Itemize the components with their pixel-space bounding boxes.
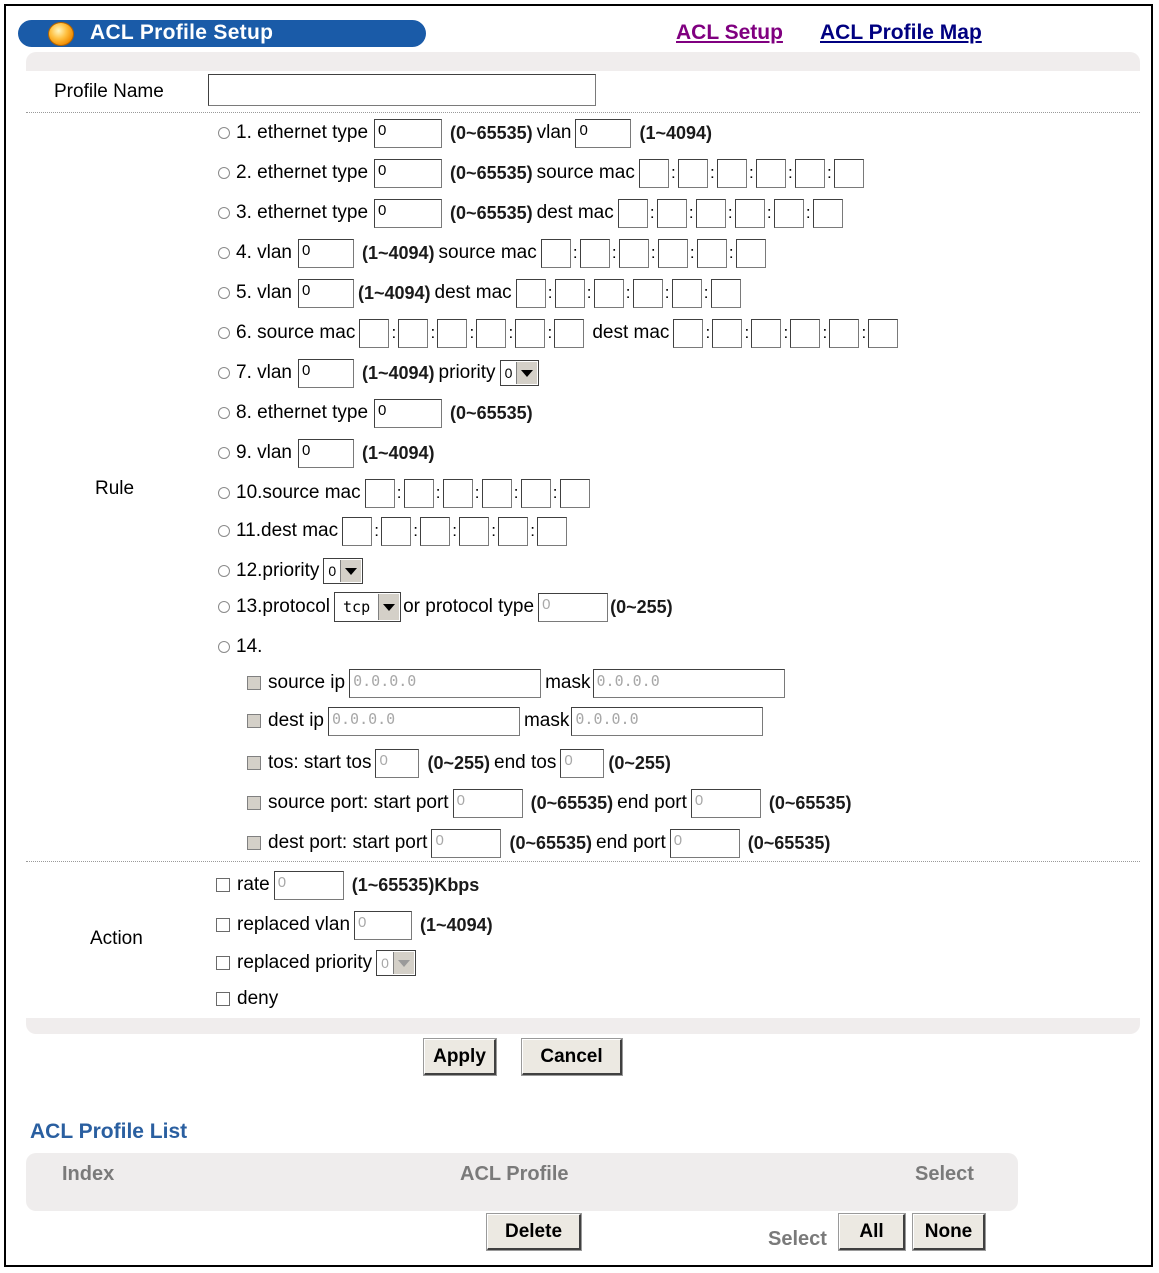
deny-label: deny [237,988,279,1009]
mac-octet-input[interactable] [697,239,727,268]
rule-6-dest-label: dest mac [592,322,670,343]
dest-ip-label: dest ip [268,710,324,731]
rule-3-row: 3. ethernet type 0 (0~65535) dest mac : : : : : [218,198,843,228]
dest-port-start-input[interactable]: 0 [431,829,501,858]
rule-1-vlan-label: vlan [536,122,572,143]
mac-octet-input[interactable] [404,479,434,508]
rule-8-row [218,398,537,428]
action-label: Action [90,928,143,949]
source-port-start-label: source port: start port [268,792,449,813]
rule-7-vlan-input[interactable]: 0 [298,359,354,388]
dest-port-start-range: (0~65535) [509,832,593,853]
dest-port-checkbox[interactable] [247,836,261,850]
acl-profile-list-title: ACL Profile List [30,1120,188,1143]
rule-8-label: 8. ethernet type [236,402,369,423]
select-value: tcp [343,598,371,616]
mac-octet-input[interactable] [633,279,663,308]
dest-ip-row [247,706,763,736]
chevron-down-icon[interactable] [516,362,537,384]
rule-2-radio[interactable] [218,167,230,179]
mac-octet-input[interactable] [790,319,820,348]
select-value: 0 [504,365,513,381]
rule-9-row [218,438,439,468]
rule-12-radio[interactable] [218,565,230,577]
mac-octet-input[interactable] [672,279,702,308]
column-acl-profile: ACL Profile [460,1163,569,1185]
rule-14-radio[interactable] [218,641,230,653]
mac-octet-input[interactable] [639,159,669,188]
tos-end-label: end tos [494,752,557,773]
replaced-priority-select[interactable] [376,950,416,976]
tos-start-range: (0~255) [427,752,491,773]
rule-4-label: 4. vlan [236,242,292,263]
rule-3-range: (0~65535) [450,202,533,223]
rule-13-type-label: or protocol type [403,596,535,617]
tos-checkbox[interactable] [247,756,261,770]
rule-2-ethertype-input[interactable]: 0 [374,159,442,188]
rule-13-radio[interactable] [218,601,230,613]
mac-octet-input[interactable] [594,279,624,308]
rule-12-label: 12.priority [236,560,320,581]
rule-13-row [218,592,677,622]
dest-port-start-label: dest port: start port [268,832,428,853]
select-label: Select [768,1228,827,1250]
chevron-down-icon[interactable] [393,952,414,974]
replaced-priority-checkbox[interactable] [216,956,230,970]
acl-setup-link[interactable]: ACL Setup [676,21,783,44]
rule-2-label: 2. ethernet type [236,162,369,183]
mac-octet-input[interactable] [521,479,551,508]
mac-octet-input[interactable] [717,159,747,188]
mac-octet-input[interactable] [381,517,411,546]
select-value: 0 [328,563,337,579]
mac-octet-input[interactable] [795,159,825,188]
replaced-vlan-input[interactable]: 0 [354,911,412,940]
dest-mask-label: mask [523,710,570,731]
action-rate-row [216,870,483,900]
mac-octet-input[interactable] [516,279,546,308]
mac-octet-input[interactable] [498,517,528,546]
mac-octet-input[interactable] [736,239,766,268]
rule-1-range: (0~65535) [450,122,533,143]
tos-start-label: tos: start tos [268,752,372,773]
rule-1-row [218,118,716,148]
source-ip-row [247,668,785,698]
rule-13-protocol-select[interactable] [334,592,401,622]
mac-octet-input[interactable] [735,199,765,228]
replaced-vlan-checkbox[interactable] [216,918,230,932]
rule-6-row: 6. source mac : : : : : dest mac : : : : : [218,318,898,348]
rule-1-radio[interactable] [218,127,230,139]
rule-7-radio[interactable] [218,367,230,379]
mac-octet-input[interactable] [673,319,703,348]
rule-2-range: (0~65535) [450,162,533,183]
rule-3-ethertype-input[interactable]: 0 [374,199,442,228]
rule-8-ethertype-input[interactable]: 0 [374,399,442,428]
mac-octet-input[interactable] [751,319,781,348]
source-ip-checkbox[interactable] [247,676,261,690]
rule-6-radio[interactable] [218,327,230,339]
apply-button[interactable]: Apply [424,1039,496,1075]
rule-11-row: 11.dest mac : : : : : [218,516,567,546]
rule-10-radio[interactable] [218,487,230,499]
mac-octet-input[interactable] [365,479,395,508]
rule-8-range: (0~65535) [450,402,533,423]
chevron-down-icon[interactable] [340,560,361,582]
rule-8-radio[interactable] [218,407,230,419]
mac-octet-input[interactable] [515,319,545,348]
source-port-start-range: (0~65535) [530,792,614,813]
mac-octet-input[interactable] [774,199,804,228]
source-port-checkbox[interactable] [247,796,261,810]
rule-12-row [218,556,363,586]
rule-label: Rule [95,478,135,499]
deny-checkbox[interactable] [216,992,230,1006]
rate-checkbox[interactable] [216,878,230,892]
rule-5-label: 5. vlan [236,282,292,303]
mac-octet-input[interactable] [657,199,687,228]
rule-10-row: 10.source mac : : : : : [218,478,590,508]
rule-4-vlan-input[interactable]: 0 [298,239,354,268]
rule-10-label: 10.source mac [236,482,361,503]
rule-6-label: 6. source mac [236,322,356,343]
source-port-end-input[interactable]: 0 [691,789,761,818]
dest-port-end-label: end port [596,832,666,853]
mac-octet-input[interactable] [696,199,726,228]
acl-profile-map-link[interactable]: ACL Profile Map [820,21,982,44]
mac-octet-input[interactable] [443,479,473,508]
mac-octet-input[interactable] [618,199,648,228]
select-value: 0 [381,955,389,971]
rule-7-priority-label: priority [438,362,496,383]
action-deny-row [216,984,278,1014]
source-port-end-range: (0~65535) [768,792,852,813]
mac-octet-input[interactable] [459,517,489,546]
rule-7-label: 7. vlan [236,362,292,383]
rate-label: rate [237,874,270,895]
dest-port-end-range: (0~65535) [747,832,831,853]
mac-octet-input[interactable] [398,319,428,348]
rule-12-priority-select[interactable] [323,558,363,584]
profile-name-input[interactable] [208,74,596,106]
separator [26,861,1140,862]
rule-7-range: (1~4094) [361,362,435,383]
tos-end-range: (0~255) [608,752,671,773]
rule-5-mac-label: dest mac [434,282,512,303]
dest-port-end-input[interactable]: 0 [670,829,740,858]
column-select: Select [915,1163,974,1185]
dest-ip-input[interactable]: 0.0.0.0 [328,707,520,736]
rule-13-protocol-type-input[interactable]: 0 [538,593,608,622]
mac-octet-input[interactable] [541,239,571,268]
rule-7-priority-select[interactable] [500,360,540,386]
mac-octet-input[interactable] [658,239,688,268]
mac-octet-input[interactable] [555,279,585,308]
source-port-start-input[interactable]: 0 [453,789,523,818]
rule-1-label: 1. ethernet type [236,122,369,143]
mac-octet-input[interactable] [560,479,590,508]
source-port-row [247,788,855,818]
rule-3-mac-label: dest mac [536,202,614,223]
rule-9-vlan-input[interactable]: 0 [298,439,354,468]
mac-octet-input[interactable] [420,517,450,546]
rule-13-label: 13.protocol [236,596,331,617]
select-all-button[interactable]: All [839,1214,905,1250]
mac-octet-input[interactable] [342,517,372,546]
action-replaced-vlan-row [216,910,497,940]
separator [26,112,1140,113]
mac-octet-input[interactable] [537,517,567,546]
dest-mask-input[interactable]: 0.0.0.0 [571,707,763,736]
rule-1-vlan-input[interactable]: 0 [575,119,631,148]
profile-name-label: Profile Name [54,81,164,102]
rule-11-label: 11.dest mac [236,520,339,541]
mac-octet-input[interactable] [359,319,389,348]
rule-4-range: (1~4094) [361,242,435,263]
mac-octet-input[interactable] [829,319,859,348]
mac-octet-input[interactable] [476,319,506,348]
source-port-end-label: end port [617,792,687,813]
rule-7-row [218,358,539,388]
rule-4-radio[interactable] [218,247,230,259]
source-mask-label: mask [545,672,591,693]
mac-octet-input[interactable] [813,199,843,228]
rule-2-mac-label: source mac [536,162,635,183]
rule-1-vlan-range: (1~4094) [639,122,713,143]
orb-icon [48,22,74,46]
source-ip-input[interactable]: 0.0.0.0 [349,669,541,698]
mac-octet-input[interactable] [678,159,708,188]
mac-octet-input[interactable] [712,319,742,348]
action-replaced-priority-row [216,948,416,978]
source-ip-label: source ip [268,672,346,693]
rule-14-label: 14. [236,636,263,657]
tos-end-input[interactable]: 0 [560,749,604,778]
rule-5-row: 5. vlan 0 (1~4094) dest mac : : : : : [218,278,741,308]
rule-14-row [218,632,262,662]
mac-octet-input[interactable] [437,319,467,348]
rule-13-range: (0~255) [610,596,673,617]
rule-5-vlan-input[interactable]: 0 [298,279,354,308]
select-none-button[interactable]: None [913,1214,985,1250]
page-title: ACL Profile Setup [90,21,274,44]
replaced-vlan-label: replaced vlan [237,914,351,935]
source-mask-input[interactable]: 0.0.0.0 [593,669,785,698]
rate-input[interactable]: 0 [274,871,344,900]
rule-3-label: 3. ethernet type [236,202,369,223]
rule-9-range: (1~4094) [361,442,435,463]
rule-4-mac-label: source mac [438,242,537,263]
title-bar [18,20,426,47]
mac-octet-input[interactable] [619,239,649,268]
replaced-priority-label: replaced priority [237,952,373,973]
mac-octet-input[interactable] [868,319,898,348]
rule-9-radio[interactable] [218,447,230,459]
column-index: Index [62,1163,115,1185]
tos-start-input[interactable]: 0 [375,749,419,778]
mac-octet-input[interactable] [711,279,741,308]
rule-9-label: 9. vlan [236,442,292,463]
rate-range: (1~65535)Kbps [351,874,480,895]
mac-octet-input[interactable] [834,159,864,188]
dest-port-row [247,828,834,858]
mac-octet-input[interactable] [756,159,786,188]
mac-octet-input[interactable] [580,239,610,268]
rule-2-row: 2. ethernet type 0 (0~65535) source mac : : : : : [218,158,864,188]
rule-3-radio[interactable] [218,207,230,219]
dest-ip-checkbox[interactable] [247,714,261,728]
delete-button[interactable]: Delete [487,1214,581,1250]
replaced-vlan-range: (1~4094) [420,914,493,935]
rule-11-radio[interactable] [218,525,230,537]
rule-5-range: (1~4094) [357,282,431,303]
acl-profile-list-header [26,1153,1018,1211]
rule-1-ethertype-input[interactable]: 0 [374,119,442,148]
tos-row [247,748,675,778]
mac-octet-input[interactable] [554,319,584,348]
chevron-down-icon[interactable] [378,594,399,620]
rule-5-radio[interactable] [218,287,230,299]
cancel-button[interactable]: Cancel [522,1039,622,1075]
mac-octet-input[interactable] [482,479,512,508]
rule-4-row: 4. vlan 0 (1~4094) source mac : : : : : [218,238,766,268]
